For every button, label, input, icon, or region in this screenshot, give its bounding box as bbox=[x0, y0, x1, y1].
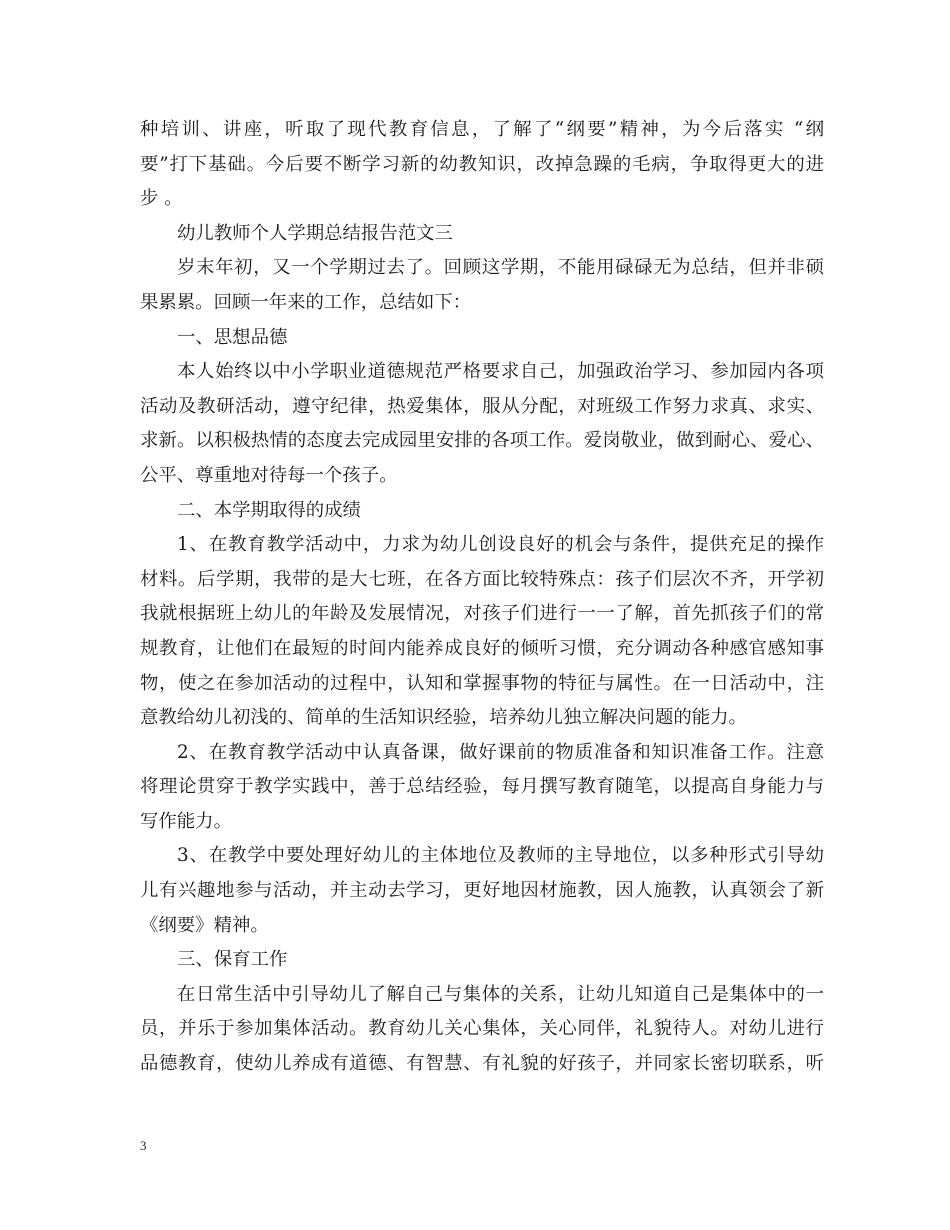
text-line: 意教给幼儿初浅的、简单的生活知识经验，培养幼儿独立解决问题的能力。 bbox=[140, 707, 747, 729]
page-number: 3 bbox=[140, 1138, 147, 1153]
text-line: 将理论贯穿于教学实践中，善于总结经验，每月撰写教育随笔，以提高自身能力与 bbox=[140, 776, 824, 798]
text-line: 规教育，让他们在最短的时间内能养成良好的倾听习惯，充分调动各种感官感知事 bbox=[140, 637, 824, 659]
text-line: 写作能力。 bbox=[140, 810, 232, 832]
body-text bbox=[140, 113, 824, 1082]
text-line: 物，使之在参加活动的过程中，认知和掌握事物的特征与属性。在一日活动中，注 bbox=[140, 672, 824, 694]
text-line: 幼儿教师个人学期总结报告范文三 bbox=[177, 222, 453, 244]
text-line: 果累累。回顾一年来的工作，总结如下： bbox=[140, 291, 472, 313]
text-line: 活动及教研活动，遵守纪律，热爱集体，服从分配，对班级工作努力求真、求实、 bbox=[140, 395, 824, 417]
text-line: 岁末年初，又一个学期过去了。回顾这学期，不能用碌碌无为总结，但并非硕 bbox=[177, 257, 824, 279]
text-line: 步 。 bbox=[140, 188, 183, 210]
text-line: 1、在教育教学活动中，力求为幼儿创设良好的机会与条件，提供充足的操作 bbox=[177, 534, 824, 556]
text-line: 2、在教育教学活动中认真备课，做好课前的物质准备和知识准备工作。注意 bbox=[177, 741, 824, 763]
text-line: 种培训、讲座，听取了现代教育信息，了解了“纲要”精神，为今后落实 “纲 bbox=[140, 119, 824, 140]
text-line: 三、保育工作 bbox=[177, 949, 288, 971]
text-line: 二、本学期取得的成绩 bbox=[177, 499, 361, 521]
text-line: 员，并乐于参加集体活动。教育幼儿关心集体，关心同伴，礼貌待人。对幼儿进行 bbox=[140, 1018, 824, 1040]
text-line: 要”打下基础。今后要不断学习新的幼教知识，改掉急躁的毛病，争取得更大的进 bbox=[140, 153, 824, 175]
text-line: 在日常生活中引导幼儿了解自己与集体的关系，让幼儿知道自己是集体中的一 bbox=[177, 983, 824, 1005]
text-line: 3、在教学中要处理好幼儿的主体地位及教师的主导地位，以多种形式引导幼 bbox=[177, 845, 824, 867]
text-line: 求新。以积极热情的态度去完成园里安排的各项工作。爱岗敬业，做到耐心、爱心、 bbox=[140, 430, 824, 452]
text-line: 一、思想品德 bbox=[177, 326, 288, 348]
text-line: 材料。后学期，我带的是大七班，在各方面比较特殊点：孩子们层次不齐，开学初 bbox=[140, 568, 824, 590]
text-line: 我就根据班上幼儿的年龄及发展情况，对孩子们进行一一了解，首先抓孩子们的常 bbox=[140, 603, 824, 625]
text-line: 本人始终以中小学职业道德规范严格要求自己，加强政治学习、参加园内各项 bbox=[177, 361, 824, 383]
text-line: 《纲要》精神。 bbox=[140, 914, 269, 936]
text-line: 儿有兴趣地参与活动，并主动去学习，更好地因材施教，因人施教，认真领会了新 bbox=[140, 880, 824, 902]
text-line: 公平、尊重地对待每一个孩子。 bbox=[140, 464, 398, 486]
text-line: 品德教育，使幼儿养成有道德、有智慧、有礼貌的好孩子，并同家长密切联系，听 bbox=[140, 1053, 824, 1075]
